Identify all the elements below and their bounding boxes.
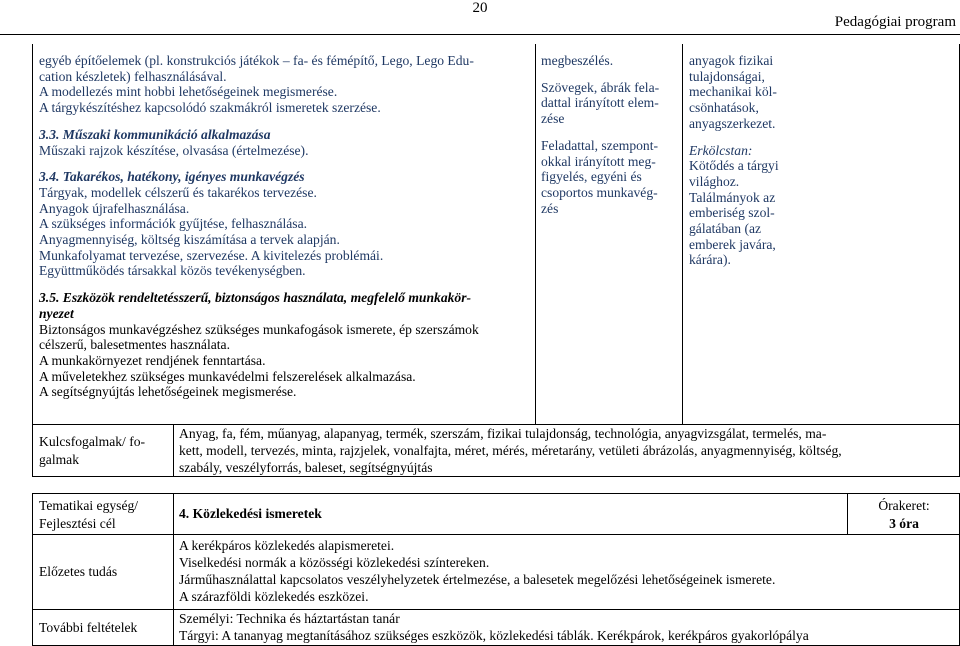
table1-divider-1 <box>535 44 536 424</box>
orakeret-label: Órakeret: <box>878 498 930 513</box>
text-line: dattal irányított elem- <box>541 95 659 111</box>
text-line: anyagszerkezet. <box>689 115 776 131</box>
running-header-title: Pedagógiai program <box>834 14 956 30</box>
text-line: A munkakörnyezet rendjének fenntartása. <box>39 352 266 368</box>
connections-column <box>689 53 959 268</box>
text-line: Együttműködés társakkal közös tevékenységben. <box>39 263 306 279</box>
text-line: csoportos munkavég- <box>541 184 658 200</box>
section-heading-3-5-cont: nyezet <box>39 305 74 321</box>
section-heading-3-4: 3.4. Takarékos, hatékony, igényes munkavégzés <box>39 169 305 185</box>
text-line: tulajdonságai, <box>689 68 765 84</box>
text-line: mechanikai köl- <box>689 84 777 100</box>
table2-row-divider-1 <box>32 534 960 535</box>
table1-left-border <box>32 44 33 476</box>
text-line: A modellezés mint hobbi lehetőségeinek megismerése. <box>39 84 338 100</box>
text-line: Biztonságos munkavégzéshez szükséges munkafogások ismerete, ép szerszámok <box>39 321 479 337</box>
text-line: Kötődés a tárgyi <box>689 158 779 174</box>
table2-top-border <box>32 493 960 494</box>
text-line: csönhatások, <box>689 100 759 116</box>
text-line: cation készletek) felhasználásával. <box>39 68 227 84</box>
text-line: Tárgyak, modellek célszerű és takarékos tervezése. <box>39 184 317 200</box>
text-line: gálatában (az <box>689 221 762 237</box>
text-line: A segítségnyújtás lehetőségeinek megismerése. <box>39 384 297 400</box>
orakeret-value: 3 óra <box>889 516 919 531</box>
keywords-label: Kulcsfogalmak/ fo- galmak <box>39 434 146 467</box>
table1-divider-2 <box>682 44 683 424</box>
page-number: 20 <box>472 0 488 16</box>
text-line: A műveletekhez szükséges munkavédelmi felszerelések alkalmazása. <box>39 368 416 384</box>
table1-bottom-border <box>32 476 960 477</box>
orakeret-cell <box>851 497 957 533</box>
text-line: célszerű, balesetmentes használata. <box>39 337 230 353</box>
header-rule <box>0 34 960 35</box>
table2-divider <box>173 493 174 646</box>
text-line: Találmányok az <box>689 189 776 205</box>
activities-column <box>541 53 676 216</box>
elozetes-text: A kerékpáros közlekedés alapismeretei. Viselkedési normák a közösségi közlekedési színtereken. Járműhasználattal kapcsolatos veszélyhelyzetek értelmezése, a balesetek megelőzési lehetőségeinek ismerete. A szárazföldi közlekedés eszközei. <box>179 538 776 604</box>
text-line: figyelés, egyéni és <box>541 169 642 185</box>
text-line: Munkafolyamat tervezése, szervezése. A kivitelezés problémái. <box>39 247 384 263</box>
text-line: anyagok fizikai <box>689 53 774 68</box>
table2-left-border <box>32 493 33 646</box>
text-line: világhoz. <box>689 173 740 189</box>
text-line: Feladattal, szempont- <box>541 137 659 153</box>
text-line: A szükséges információk gyűjtése, felhasználása. <box>39 216 308 232</box>
tovabbi-label: További feltételek <box>39 620 138 635</box>
tovabbi-text: Személyi: Technika és háztartástan tanár Tárgyi: A tananyag megtanításához szükséges eszközök, közlekedési táblák. Kerékpárok, kerékpáros gyakorlópálya <box>179 611 809 643</box>
text-line: megbeszélés. <box>541 53 614 68</box>
text-line: Szövegek, ábrák fela- <box>541 79 660 95</box>
table1-kulcs-divider <box>173 424 174 476</box>
content-column <box>39 53 529 400</box>
text-line: Műszaki rajzok készítése, olvasása (értelmezése). <box>39 142 309 158</box>
text-line: zése <box>541 111 565 127</box>
text-line: Anyagmennyiség, költség kiszámítása a tervek alapján. <box>39 232 340 248</box>
tematikai-label: Tematikai egység/ Fejlesztési cél <box>39 498 139 531</box>
text-line: zés <box>541 200 559 216</box>
text-line: emberiség szol- <box>689 205 775 221</box>
text-line: kárára). <box>689 252 731 268</box>
text-line: Anyagok újrafelhasználása. <box>39 200 190 216</box>
elozetes-label: Előzetes tudás <box>39 564 118 579</box>
text-line: okkal irányított meg- <box>541 153 656 169</box>
section-heading-3-3: 3.3. Műszaki kommunikáció alkalmazása <box>39 126 271 142</box>
text-line: A tárgykészítéshez kapcsolódó szakmákról ismeretek szerzése. <box>39 100 381 116</box>
subject-label: Erkölcstan: <box>689 142 753 158</box>
keywords-text: Anyag, fa, fém, műanyag, alapanyag, termék, szerszám, fizikai tulajdonság, technológia, anyagvizsgálat, termelés, ma- kett, modell, tervezés, minta, rajzjelek, vonalfajta, méret, mérés, méretarány, vetületi ábrázolás, anyagmennyiség, költség, szabály, veszélyforrás, baleset, segítségnyújtás <box>179 426 842 475</box>
table2-orakeret-divider <box>847 493 848 534</box>
section-heading-3-5: 3.5. Eszközök rendeltetésszerű, biztonságos használata, megfelelő munkakör- <box>39 290 472 306</box>
text-line: egyéb építőelemek (pl. konstrukciós játékok – fa- és fémépítő, Lego, Lego Edu- <box>39 53 474 68</box>
unit-title: 4. Közlekedési ismeretek <box>179 506 322 521</box>
text-line: emberek javára, <box>689 236 776 252</box>
